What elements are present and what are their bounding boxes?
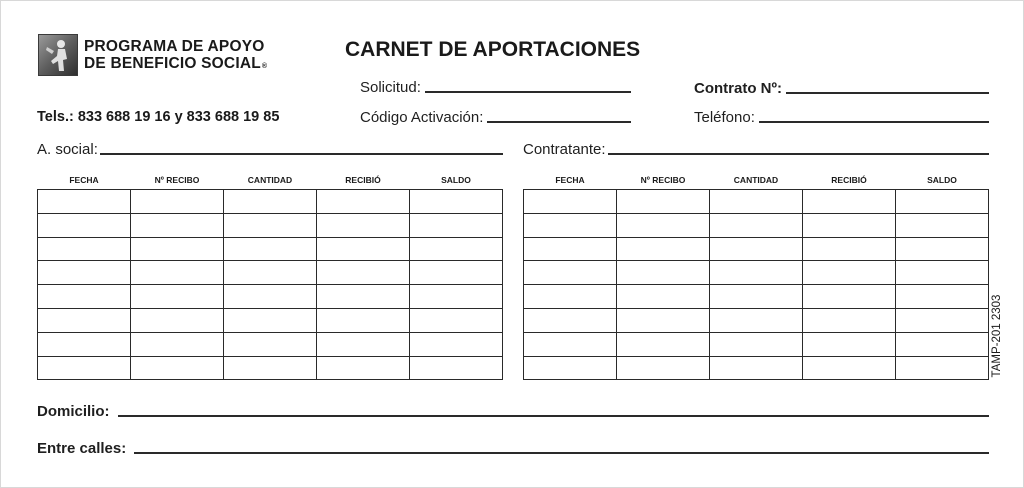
table-row xyxy=(38,356,503,380)
table-cell[interactable] xyxy=(710,190,803,214)
table-cell[interactable] xyxy=(410,308,503,332)
table-cell[interactable] xyxy=(524,332,617,356)
table-cell[interactable] xyxy=(896,332,989,356)
column-header-recibo: Nº RECIBO xyxy=(640,174,686,185)
table-cell[interactable] xyxy=(803,261,896,285)
contrato-line[interactable] xyxy=(786,92,989,94)
table-cell[interactable] xyxy=(710,356,803,380)
table-cell[interactable] xyxy=(617,190,710,214)
table-cell[interactable] xyxy=(803,190,896,214)
table-row xyxy=(38,308,503,332)
contratante-label: Contratante: xyxy=(523,141,606,158)
table-row xyxy=(524,237,989,261)
form-code: TAMP-201 2303 xyxy=(991,294,1003,378)
domicilio-field[interactable] xyxy=(37,403,989,420)
table-row xyxy=(38,285,503,309)
table-cell[interactable] xyxy=(38,332,131,356)
table-cell[interactable] xyxy=(710,308,803,332)
table-cell[interactable] xyxy=(617,237,710,261)
table-cell[interactable] xyxy=(131,332,224,356)
table-cell[interactable] xyxy=(896,237,989,261)
table-cell[interactable] xyxy=(317,190,410,214)
table-cell[interactable] xyxy=(710,332,803,356)
table-cell[interactable] xyxy=(317,237,410,261)
entre-calles-line[interactable] xyxy=(134,452,989,454)
table-cell[interactable] xyxy=(524,190,617,214)
column-header-recibio: RECIBIÓ xyxy=(345,174,381,185)
column-header-recibio: RECIBIÓ xyxy=(831,174,867,185)
table-cell[interactable] xyxy=(896,308,989,332)
table-cell[interactable] xyxy=(131,237,224,261)
solicitud-line[interactable] xyxy=(425,91,631,93)
table-cell[interactable] xyxy=(131,190,224,214)
table-cell[interactable] xyxy=(524,213,617,237)
table-row xyxy=(524,285,989,309)
solicitud-field[interactable] xyxy=(360,79,631,96)
table-cell[interactable] xyxy=(224,308,317,332)
table-cell[interactable] xyxy=(410,261,503,285)
table-cell[interactable] xyxy=(710,285,803,309)
codigo-activacion-field[interactable] xyxy=(360,109,631,126)
table-cell[interactable] xyxy=(317,356,410,380)
column-header-recibo: Nº RECIBO xyxy=(154,174,200,185)
table-cell[interactable] xyxy=(410,190,503,214)
table-header-row xyxy=(524,173,989,190)
column-header-fecha: FECHA xyxy=(555,174,585,185)
table-cell[interactable] xyxy=(38,237,131,261)
table-cell[interactable] xyxy=(224,285,317,309)
table-cell[interactable] xyxy=(803,332,896,356)
table-cell[interactable] xyxy=(317,332,410,356)
table-cell[interactable] xyxy=(617,332,710,356)
a-social-line[interactable] xyxy=(100,153,503,155)
contrato-label: Contrato Nº: xyxy=(694,80,782,97)
table-cell[interactable] xyxy=(803,213,896,237)
table-row xyxy=(524,332,989,356)
telefono-field[interactable] xyxy=(694,109,989,126)
table-cell[interactable] xyxy=(224,261,317,285)
table-cell[interactable] xyxy=(38,356,131,380)
table-cell[interactable] xyxy=(224,332,317,356)
table-cell[interactable] xyxy=(896,261,989,285)
contrato-field[interactable] xyxy=(694,80,989,97)
table-cell[interactable] xyxy=(710,261,803,285)
table-cell[interactable] xyxy=(410,213,503,237)
table-cell[interactable] xyxy=(710,213,803,237)
telefono-line[interactable] xyxy=(759,121,989,123)
telefono-label: Teléfono: xyxy=(694,109,755,126)
table-cell[interactable] xyxy=(803,308,896,332)
table-cell[interactable] xyxy=(617,308,710,332)
column-header-cantidad: CANTIDAD xyxy=(247,174,293,185)
table-cell[interactable] xyxy=(410,237,503,261)
table-cell[interactable] xyxy=(617,213,710,237)
table-row xyxy=(38,190,503,214)
organization-name-line1: PROGRAMA DE APOYO xyxy=(84,38,265,55)
payments-table-right xyxy=(523,173,989,380)
table-cell[interactable] xyxy=(896,190,989,214)
table-row xyxy=(524,190,989,214)
table-cell[interactable] xyxy=(224,213,317,237)
table-cell[interactable] xyxy=(38,285,131,309)
domicilio-label: Domicilio: xyxy=(37,403,110,420)
table-cell[interactable] xyxy=(410,356,503,380)
phone-numbers: Tels.: 833 688 19 16 y 833 688 19 85 xyxy=(37,109,280,125)
registered-mark: ® xyxy=(261,63,268,70)
table-cell[interactable] xyxy=(410,332,503,356)
table-cell[interactable] xyxy=(896,285,989,309)
table-row xyxy=(524,213,989,237)
page-title: CARNET DE APORTACIONES xyxy=(345,38,641,61)
solicitud-label: Solicitud: xyxy=(360,79,421,96)
table-cell[interactable] xyxy=(224,356,317,380)
entre-calles-field[interactable] xyxy=(37,440,989,457)
table-cell[interactable] xyxy=(38,190,131,214)
table-row xyxy=(38,332,503,356)
table-cell[interactable] xyxy=(617,356,710,380)
domicilio-line[interactable] xyxy=(118,415,989,417)
table-cell[interactable] xyxy=(524,261,617,285)
table-row xyxy=(38,261,503,285)
table-cell[interactable] xyxy=(131,261,224,285)
payments-table-left xyxy=(37,173,503,380)
organization-name-line2: DE BENEFICIO SOCIAL® xyxy=(84,55,268,72)
table-cell[interactable] xyxy=(803,285,896,309)
table-cell[interactable] xyxy=(224,190,317,214)
table-cell[interactable] xyxy=(224,237,317,261)
table-cell[interactable] xyxy=(803,237,896,261)
table-row xyxy=(38,213,503,237)
table-cell[interactable] xyxy=(803,356,896,380)
table-cell[interactable] xyxy=(131,213,224,237)
column-header-saldo: SALDO xyxy=(441,174,471,185)
codigo-activacion-label: Código Activación: xyxy=(360,109,484,126)
table-cell[interactable] xyxy=(410,285,503,309)
contratante-field[interactable] xyxy=(523,141,989,158)
person-emblem-icon xyxy=(38,34,78,76)
table-cell[interactable] xyxy=(317,213,410,237)
table-body xyxy=(524,190,989,380)
table-cell[interactable] xyxy=(317,285,410,309)
a-social-label: A. social: xyxy=(37,141,98,158)
table-row xyxy=(524,308,989,332)
table-cell[interactable] xyxy=(524,356,617,380)
table-cell[interactable] xyxy=(524,308,617,332)
a-social-field[interactable] xyxy=(37,141,503,158)
table-cell[interactable] xyxy=(617,261,710,285)
table-row xyxy=(524,261,989,285)
table-row xyxy=(524,356,989,380)
table-cell[interactable] xyxy=(524,237,617,261)
column-header-fecha: FECHA xyxy=(69,174,99,185)
table-cell[interactable] xyxy=(38,308,131,332)
table-cell[interactable] xyxy=(131,285,224,309)
codigo-activacion-line[interactable] xyxy=(487,121,631,123)
table-cell[interactable] xyxy=(896,213,989,237)
table-cell[interactable] xyxy=(317,261,410,285)
table-cell[interactable] xyxy=(524,285,617,309)
table-cell[interactable] xyxy=(896,356,989,380)
entre-calles-label: Entre calles: xyxy=(37,440,127,457)
table-cell[interactable] xyxy=(131,308,224,332)
column-header-cantidad: CANTIDAD xyxy=(733,174,779,185)
table-cell[interactable] xyxy=(38,213,131,237)
table-cell[interactable] xyxy=(317,308,410,332)
contratante-line[interactable] xyxy=(608,153,989,155)
table-header-row xyxy=(38,173,503,190)
table-row xyxy=(38,237,503,261)
column-header-saldo: SALDO xyxy=(927,174,957,185)
table-body xyxy=(38,190,503,380)
table-cell[interactable] xyxy=(131,356,224,380)
table-cell[interactable] xyxy=(38,261,131,285)
table-cell[interactable] xyxy=(710,237,803,261)
table-cell[interactable] xyxy=(617,285,710,309)
